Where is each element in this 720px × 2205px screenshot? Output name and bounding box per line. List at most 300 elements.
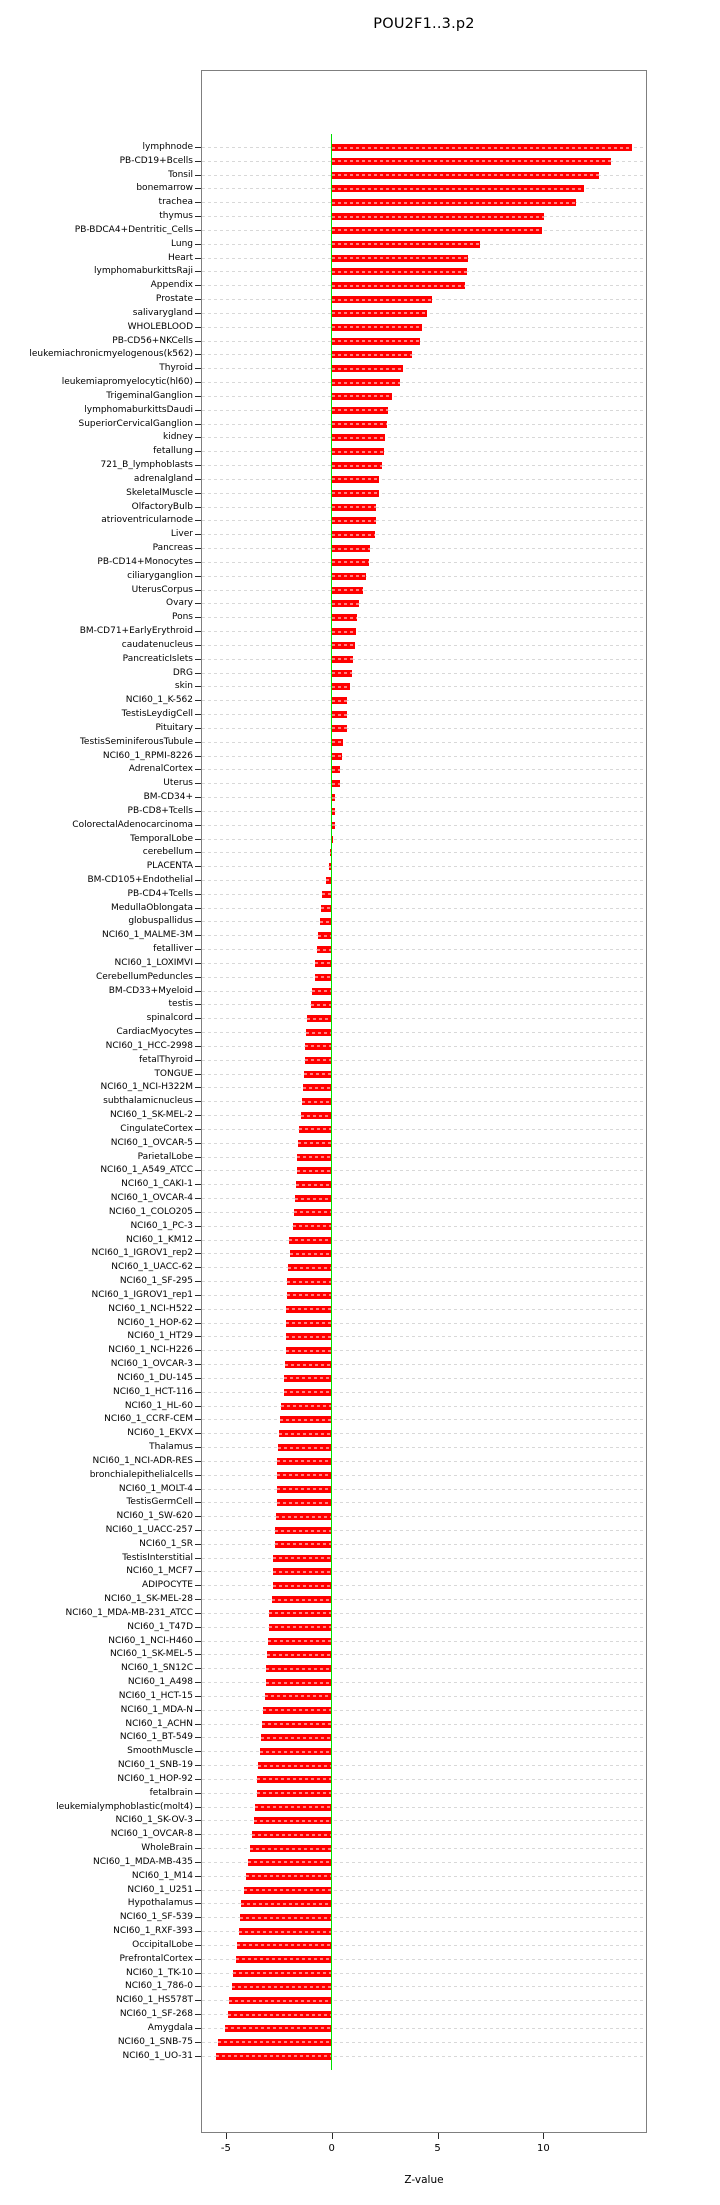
row-gridline [202,1489,646,1490]
y-axis-tick [195,714,201,715]
bar [228,2011,332,2018]
y-axis-tick [195,1558,201,1559]
row-gridline [202,1350,646,1351]
row-label: NCI60_1_PC-3 [130,1220,193,1231]
y-axis-tick [195,382,201,383]
y-axis-tick [195,534,201,535]
bar [266,1679,332,1686]
row-label: bronchialepithelialcells [89,1469,193,1480]
y-axis-tick [195,1267,201,1268]
y-axis-tick [195,1004,201,1005]
row-label: PLACENTA [146,861,193,872]
row-label: Pituitary [155,722,193,733]
row-label: NCI60_1_HOP-62 [117,1317,193,1328]
row-label: NCI60_1_HCC-2998 [105,1040,193,1051]
y-axis-tick [195,659,201,660]
row-gridline [202,839,646,840]
bar [311,1001,332,1008]
bar [332,587,364,594]
bar [286,1320,332,1327]
row-gridline [202,1032,646,1033]
y-axis-tick [195,797,201,798]
y-axis-tick [195,1779,201,1780]
row-label: NCI60_1_MALME-3M [102,930,193,941]
bar [297,1167,332,1174]
row-label: NCI60_1_OVCAR-5 [110,1137,193,1148]
y-axis-tick [195,368,201,369]
y-axis-tick [195,1198,201,1199]
y-axis-tick [195,1295,201,1296]
row-gridline [202,1309,646,1310]
bar [332,628,356,635]
bar [276,1513,332,1520]
y-axis-tick [195,424,201,425]
row-label: bonemarrow [136,183,193,194]
row-gridline [202,1516,646,1517]
row-gridline [202,1212,646,1213]
row-gridline [202,1046,646,1047]
bar [332,490,380,497]
y-axis-tick [195,271,201,272]
row-gridline [202,520,646,521]
bar [268,1638,332,1645]
y-axis-tick [195,1281,201,1282]
bar [287,1292,331,1299]
row-label: NCI60_1_A498 [127,1677,193,1688]
y-axis-tick [195,852,201,853]
row-gridline [202,562,646,563]
row-gridline [202,1240,646,1241]
y-axis-tick [195,1060,201,1061]
row-gridline [202,728,646,729]
y-axis-tick [195,507,201,508]
row-gridline [202,991,646,992]
y-axis-tick [195,617,201,618]
row-label: AdrenalCortex [128,764,193,775]
row-gridline [202,327,646,328]
y-axis-tick [195,1668,201,1669]
y-axis-tick [195,1046,201,1047]
row-gridline [202,548,646,549]
y-axis-tick [195,1419,201,1420]
y-axis-tick [195,1696,201,1697]
row-label: ADIPOCYTE [141,1580,193,1591]
row-gridline [202,590,646,591]
bar [304,1071,332,1078]
row-gridline [202,714,646,715]
bar [332,172,600,179]
row-gridline [202,437,646,438]
y-axis-tick [195,1959,201,1960]
bar [273,1568,331,1575]
bar [332,670,352,677]
row-gridline [202,493,646,494]
row-gridline [202,396,646,397]
row-gridline [202,1295,646,1296]
y-axis-tick [195,1502,201,1503]
row-gridline [202,1157,646,1158]
bar [261,1734,332,1741]
y-axis-tick [195,1530,201,1531]
y-axis-tick [195,479,201,480]
bar [332,379,401,386]
row-label: NCI60_1_UACC-62 [111,1262,193,1273]
y-axis-tick [195,1378,201,1379]
y-axis-tick [195,1627,201,1628]
row-label: kidney [163,432,193,443]
row-gridline [202,354,646,355]
y-axis-tick [195,1903,201,1904]
row-gridline [202,673,646,674]
y-axis-tick [195,562,201,563]
row-label: PB-CD4+Tcells [127,888,193,899]
y-axis-tick [195,244,201,245]
bar [265,1693,332,1700]
bar [332,144,633,151]
row-label: BM-CD71+EarlyErythroid [79,626,193,637]
x-axis-tick [438,2133,439,2139]
y-axis-tick [195,1862,201,1863]
row-label: NCI60_1_SF-268 [119,2009,193,2020]
row-label: TrigeminalGanglion [106,390,193,401]
bar [332,255,469,262]
row-label: NCI60_1_HCT-116 [113,1386,193,1397]
y-axis-tick [195,825,201,826]
bar [290,1250,331,1257]
y-axis-tick [195,1475,201,1476]
bar [233,1970,331,1977]
bar [315,960,332,967]
y-axis-tick [195,1571,201,1572]
row-label: PB-CD8+Tcells [127,805,193,816]
bar [281,1403,332,1410]
bar [332,324,422,331]
y-axis-tick [195,147,201,148]
bar [293,1223,332,1230]
y-axis-tick [195,935,201,936]
row-label: Lung [171,238,193,249]
row-label: NCI60_1_COLO205 [108,1206,193,1217]
row-label: lymphomaburkittsDaudi [84,404,193,415]
row-gridline [202,659,646,660]
row-label: NCI60_1_SF-539 [119,1912,193,1923]
row-label: NCI60_1_SK-MEL-28 [104,1594,193,1605]
y-axis-tick [195,175,201,176]
row-label: Thalamus [149,1442,193,1453]
y-axis-tick [195,991,201,992]
row-gridline [202,617,646,618]
row-gridline [202,1184,646,1185]
row-label: TONGUE [154,1068,193,1079]
y-axis-tick [195,341,201,342]
row-label: NCI60_1_TK-10 [125,1967,193,1978]
row-gridline [202,1433,646,1434]
row-label: CardiacMyocytes [116,1027,193,1038]
row-label: OccipitalLobe [132,1939,193,1950]
bar [305,1043,331,1050]
row-gridline [202,534,646,535]
row-label: fetalliver [153,944,193,955]
bar [277,1472,332,1479]
row-gridline [202,465,646,466]
row-label: CingulateCortex [120,1123,193,1134]
row-gridline [202,1143,646,1144]
y-axis-tick [195,686,201,687]
row-label: Appendix [150,280,193,291]
y-axis-tick [195,728,201,729]
row-label: NCI60_1_SK-OV-3 [115,1815,193,1826]
row-label: Prostate [155,294,193,305]
bar [286,1306,332,1313]
row-gridline [202,825,646,826]
bar [332,407,388,414]
bar [317,946,332,953]
y-axis-tick [195,1890,201,1891]
bar [229,1997,332,2004]
row-gridline [202,852,646,853]
row-label: NCI60_1_SN12C [120,1663,193,1674]
row-label: TestisSeminiferousTubule [79,736,193,747]
y-axis-tick [195,1129,201,1130]
bar [303,1084,332,1091]
y-axis-tick [195,1973,201,1974]
bar [240,1914,332,1921]
y-axis-tick [195,1392,201,1393]
y-axis-tick [195,1585,201,1586]
row-label: TestisLeydigCell [121,709,193,720]
y-axis-tick [195,769,201,770]
row-label: PancreaticIslets [122,653,193,664]
y-axis-tick [195,1309,201,1310]
bar [332,711,347,718]
y-axis-tick [195,1336,201,1337]
row-label: PB-CD19+Bcells [119,155,193,166]
row-label: NCI60_1_IGROV1_rep2 [91,1248,193,1259]
y-axis-tick [195,1654,201,1655]
row-gridline [202,797,646,798]
y-axis-tick [195,1447,201,1448]
x-axis-tick [226,2133,227,2139]
row-label: thymus [159,211,193,222]
bar [332,448,384,455]
row-label: WHOLEBLOOD [127,321,193,332]
row-gridline [202,1018,646,1019]
bar [289,1237,331,1244]
y-axis-tick [195,1226,201,1227]
bar [277,1499,332,1506]
y-axis-tick [195,1240,201,1241]
row-label: testis [168,999,193,1010]
y-axis-tick [195,1350,201,1351]
row-gridline [202,908,646,909]
row-gridline [202,1281,646,1282]
row-label: PrefrontalCortex [119,1953,193,1964]
row-label: PB-CD56+NKCells [112,335,193,346]
row-gridline [202,1198,646,1199]
y-axis-tick [195,921,201,922]
y-axis-tick [195,1724,201,1725]
row-label: TemporalLobe [130,833,193,844]
row-label: Pancreas [152,543,193,554]
bar [275,1541,332,1548]
bar [288,1264,331,1271]
bar [299,1126,332,1133]
row-label: lymphomaburkittsRaji [94,266,193,277]
bar [267,1651,332,1658]
row-gridline [202,894,646,895]
row-gridline [202,756,646,757]
row-gridline [202,935,646,936]
row-label: NCI60_1_U251 [127,1884,193,1895]
row-label: Hypothalamus [127,1898,193,1909]
bar [332,351,412,358]
row-gridline [202,1101,646,1102]
y-axis-tick [195,1986,201,1987]
row-gridline [202,866,646,867]
bar [332,158,611,165]
row-label: TestisInterstitial [122,1552,193,1563]
bar [248,1859,332,1866]
row-label: DRG [172,667,193,678]
row-label: Pons [171,612,193,623]
bar [246,1873,332,1880]
y-axis-tick [195,949,201,950]
y-axis-tick [195,1074,201,1075]
row-label: NCI60_1_T47D [127,1621,193,1632]
row-label: ciliaryganglion [127,570,193,581]
bar [332,780,340,787]
row-label: Amygdala [147,2022,193,2033]
y-axis-tick [195,299,201,300]
y-axis-tick [195,742,201,743]
y-axis-tick [195,1848,201,1849]
row-label: NCI60_1_EKVX [127,1428,193,1439]
bar [279,1430,332,1437]
y-axis-tick [195,520,201,521]
row-gridline [202,1253,646,1254]
row-gridline [202,783,646,784]
row-gridline [202,341,646,342]
y-axis-tick [195,1253,201,1254]
y-axis-tick [195,839,201,840]
y-axis-tick [195,2014,201,2015]
y-axis-tick [195,894,201,895]
row-label: CerebellumPeduncles [95,971,193,982]
bar [275,1527,332,1534]
y-axis-tick [195,396,201,397]
bar [332,421,387,428]
bar [332,241,480,248]
row-label: atrioventricularnode [101,515,193,526]
row-gridline [202,479,646,480]
row-gridline [202,410,646,411]
y-axis-tick [195,631,201,632]
bar [332,683,350,690]
row-gridline [202,1585,646,1586]
bar [258,1762,332,1769]
row-label: ParietalLobe [137,1151,193,1162]
row-label: globuspallidus [128,916,193,927]
y-axis-tick [195,1461,201,1462]
y-axis-tick [195,2000,201,2001]
y-axis-tick [195,1101,201,1102]
bar [278,1444,332,1451]
row-label: NCI60_1_CCRF-CEM [104,1414,193,1425]
y-axis-tick [195,1406,201,1407]
y-axis-tick [195,1710,201,1711]
bar [232,1983,331,1990]
bar [332,434,385,441]
row-label: NCI60_1_HS578T [115,1995,193,2006]
bar [332,725,347,732]
bar [241,1900,332,1907]
bar [273,1555,331,1562]
row-gridline [202,645,646,646]
bar [250,1845,332,1852]
row-gridline [202,1406,646,1407]
y-axis-tick [195,1931,201,1932]
row-label: OlfactoryBulb [131,501,193,512]
bar [273,1582,331,1589]
y-axis-tick [195,1641,201,1642]
x-axis-tick-label: 0 [328,2143,335,2154]
y-axis-tick [195,1170,201,1171]
row-label: SuperiorCervicalGanglion [78,418,193,429]
x-axis-tick-label: 10 [537,2143,550,2154]
y-axis-tick [195,1876,201,1877]
row-label: adrenalgland [133,473,193,484]
bar [237,1942,331,1949]
bar [332,213,545,220]
y-axis-tick [195,1682,201,1683]
y-axis-tick [195,700,201,701]
row-gridline [202,700,646,701]
row-gridline [202,1502,646,1503]
row-label: NCI60_1_MDA-MB-435 [93,1856,193,1867]
row-label: leukemiachronicmyelogenous(k562) [29,349,193,360]
row-label: fetallung [153,446,193,457]
y-axis-tick [195,202,201,203]
y-axis-tick [195,1737,201,1738]
bar [257,1776,332,1783]
bar [298,1140,332,1147]
row-label: 721_B_lymphoblasts [100,460,193,471]
y-axis-tick [195,1599,201,1600]
bar [332,559,369,566]
y-axis-tick [195,866,201,867]
row-gridline [202,1530,646,1531]
row-label: NCI60_1_HL-60 [124,1400,193,1411]
row-gridline [202,1267,646,1268]
y-axis-tick [195,1765,201,1766]
y-axis-tick [195,465,201,466]
y-axis-tick [195,603,201,604]
y-axis-tick [195,977,201,978]
row-label: SkeletalMuscle [126,487,193,498]
y-axis-tick [195,1115,201,1116]
y-axis-tick [195,548,201,549]
bar [263,1707,332,1714]
y-axis-tick [195,1834,201,1835]
row-label: fetalThyroid [139,1054,193,1065]
row-label: NCI60_1_HOP-92 [117,1773,193,1784]
row-gridline [202,1336,646,1337]
row-gridline [202,507,646,508]
y-axis-tick [195,1544,201,1545]
y-axis-tick [195,2042,201,2043]
row-label: NCI60_1_UACC-257 [105,1525,193,1535]
row-gridline [202,686,646,687]
